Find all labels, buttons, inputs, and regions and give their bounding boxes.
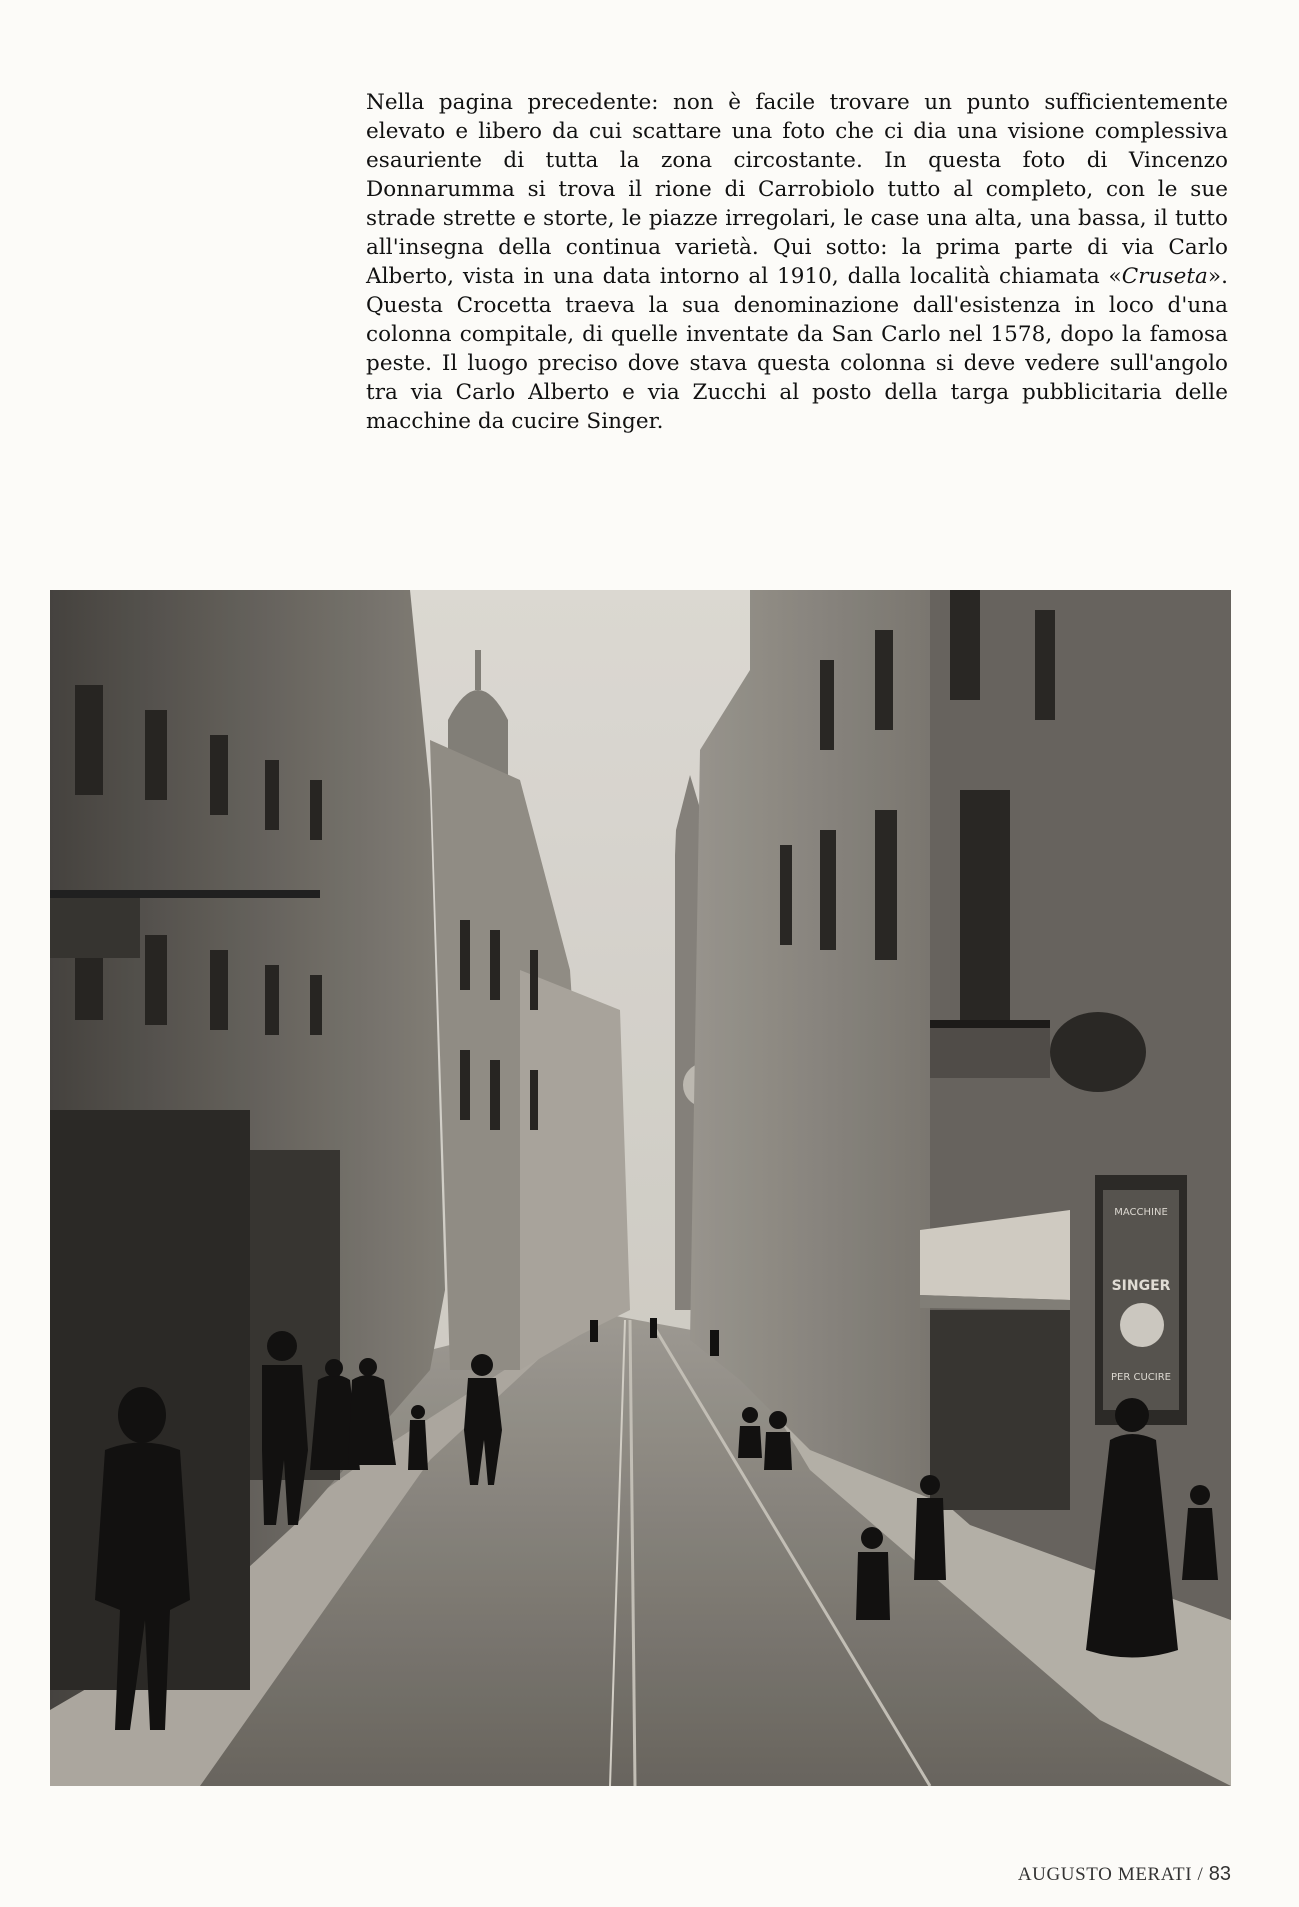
footer-separator: /	[1192, 1864, 1209, 1885]
poster-line-2: SINGER	[1111, 1278, 1171, 1294]
page-number: 83	[1208, 1863, 1231, 1885]
poster-line-1: MACCHINE	[1114, 1207, 1168, 1218]
historic-street-photo	[50, 590, 1231, 1786]
footer-author: AUGUSTO MERATI	[1017, 1864, 1193, 1885]
poster-line-3: PER CUCIRE	[1111, 1372, 1171, 1383]
caption-text-part1: Nella pagina precedente: non è facile trovare un punto sufficientemente elevato e libero da cui scattare una foto che ci dia una visione complessiva esauriente di tutta la zona circostante. In questa foto di Vincenzo Donnarumma si trova il rione di Carrobiolo tutto al completo, con le sue strade strette e storte, le piazze irregolari, le case una alta, una bassa, il tutto all'insegna della continua varietà. Qui sotto: la prima parte di via Carlo Alberto, vista in una data intorno al 1910, dalla località chiamata «	[366, 90, 1228, 289]
caption-paragraph	[366, 88, 1228, 436]
caption-italic-term: Cruseta	[1121, 264, 1208, 289]
caption-text-part2: ». Questa Crocetta traeva la sua denominazione dall'esistenza in loco d'una colonna compitale, di quelle inventate da San Carlo nel 1578, dopo la famosa peste. Il luogo preciso dove stava questa colonna si deve vedere sull'angolo tra via Carlo Alberto e via Zucchi al posto della targa pubblicitaria delle macchine da cucire Singer.	[366, 264, 1228, 434]
page-footer	[1018, 1863, 1231, 1886]
photo-caption	[366, 88, 1228, 436]
